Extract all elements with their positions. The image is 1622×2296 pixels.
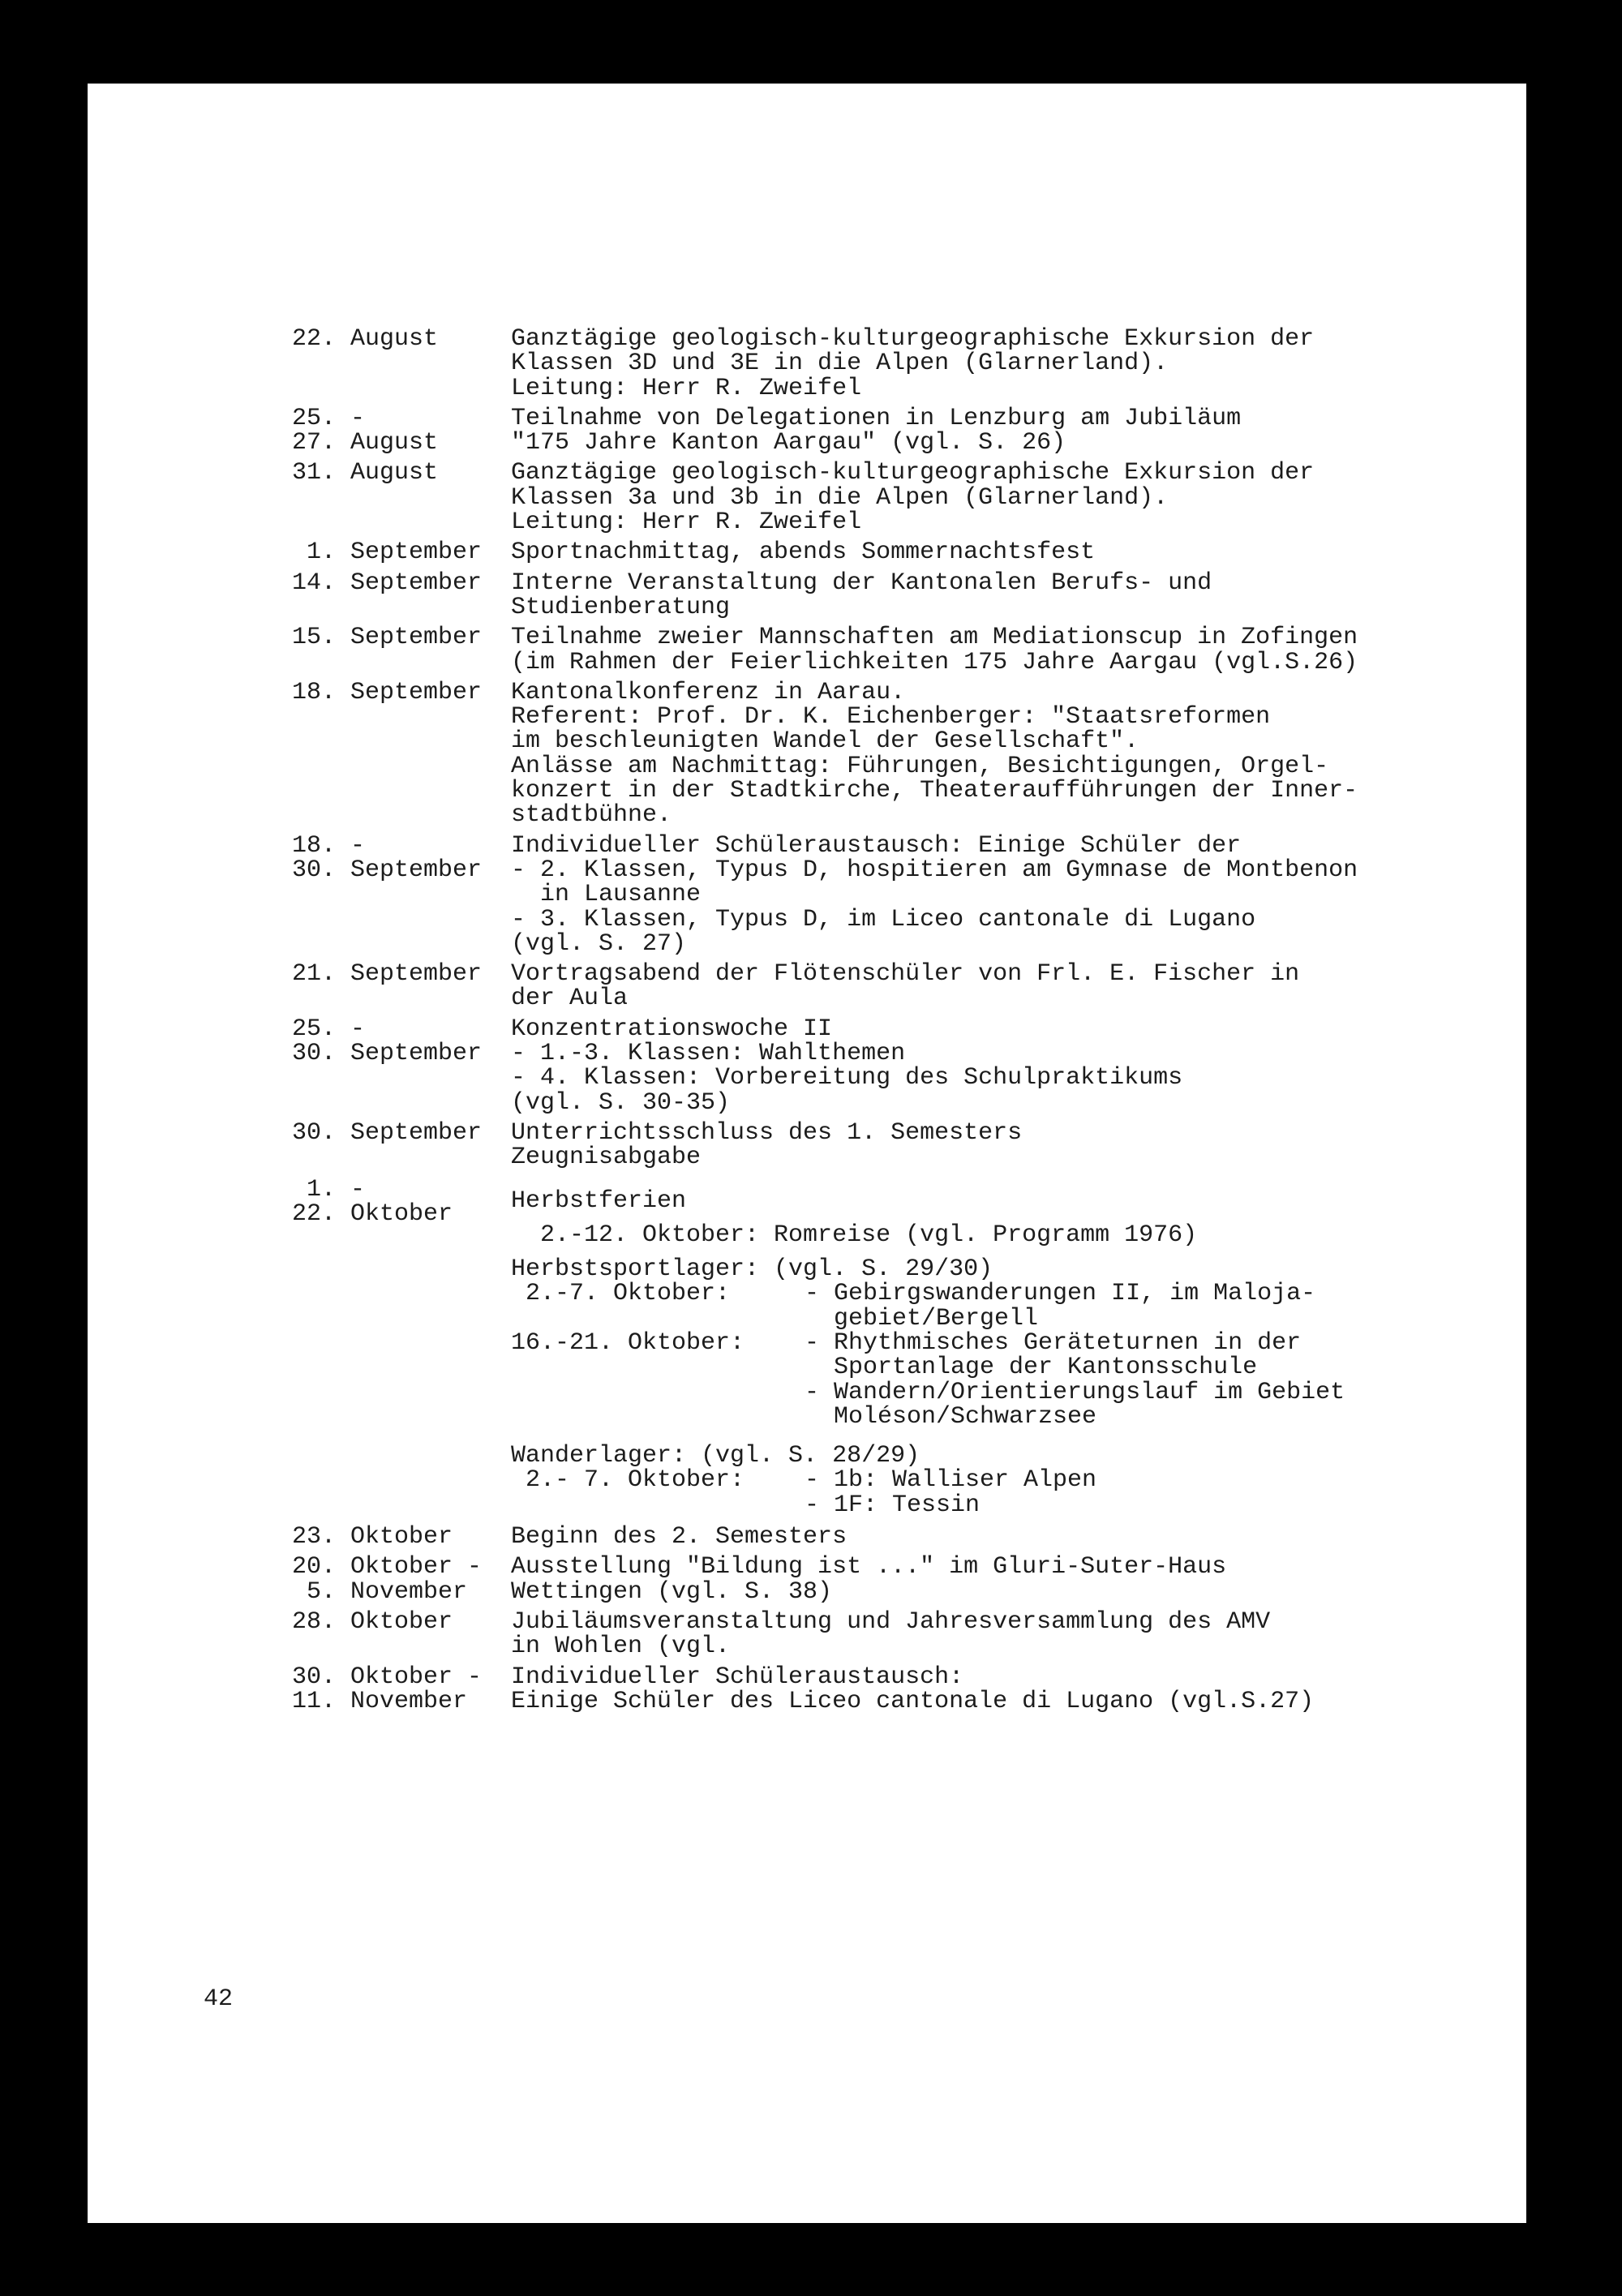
event-date xyxy=(292,327,511,401)
wanderlager-title: Wanderlager: (vgl. S. 28/29) xyxy=(511,1442,920,1470)
date-line: 15. September xyxy=(292,624,483,652)
description-line: der Aula xyxy=(511,985,629,1013)
date-line: 18. - xyxy=(292,831,366,860)
event-entry xyxy=(292,1017,1525,1115)
event-entry xyxy=(292,962,1525,1011)
event-entry xyxy=(292,1525,1525,1549)
herbstferien-heading-block xyxy=(511,1189,1525,1213)
camp-dates-line: 2.-7. Oktober: xyxy=(511,1280,731,1308)
date-line: 30. September xyxy=(292,856,483,884)
event-entry-herbstferien xyxy=(292,1175,1525,1519)
description-line: Vortragsabend der Flötenschüler von Frl. E. Fischer in xyxy=(511,960,1300,989)
description-line: (vgl. S. 27) xyxy=(511,929,687,958)
wanderlager-schedule xyxy=(511,1468,1525,1517)
event-entry xyxy=(292,406,1525,456)
description-line: Individueller Schüleraustausch: xyxy=(511,1663,964,1691)
event-description xyxy=(511,539,1525,567)
date-line: 22. Oktober xyxy=(292,1199,453,1228)
event-date xyxy=(292,1175,511,1518)
camp-activity-line: - 1F: Tessin xyxy=(805,1491,980,1519)
date-line: 30. Oktober - xyxy=(292,1663,483,1691)
event-entry xyxy=(292,1118,1525,1172)
description-line: - 2. Klassen, Typus D, hospitieren am Gymnase de Montbenon xyxy=(511,856,1358,884)
event-description xyxy=(511,1017,1525,1115)
event-description xyxy=(511,1607,1525,1661)
date-line: 28. Oktober xyxy=(292,1607,453,1636)
camp-activities xyxy=(805,1328,1525,1431)
description-line: Ganztägige geologisch-kulturgeographische Exkursion der xyxy=(511,459,1315,487)
camp-dates xyxy=(511,1468,805,1517)
date-line: 31. August xyxy=(292,459,439,487)
date-line: 25. - xyxy=(292,1015,366,1043)
description-line: Ganztägige geologisch-kulturgeographische Exkursion der xyxy=(511,325,1315,353)
event-entry xyxy=(292,831,1525,958)
date-line: 20. Oktober - xyxy=(292,1553,483,1581)
romreise-line: 2.-12. Oktober: Romreise (vgl. Programm 1976) xyxy=(511,1221,1198,1249)
date-line: 11. November xyxy=(292,1687,468,1715)
description-line: - 3. Klassen, Typus D, im Liceo cantonale di Lugano xyxy=(511,905,1256,933)
description-line: Klassen 3a und 3b in die Alpen (Glarnerland). xyxy=(511,483,1169,512)
description-line: Leitung: Herr R. Zweifel xyxy=(511,509,862,537)
description-line: - 4. Klassen: Vorbereitung des Schulpraktikums xyxy=(511,1064,1183,1092)
event-entry xyxy=(292,539,1525,567)
event-description xyxy=(511,1555,1525,1604)
date-line: 30. September xyxy=(292,1040,483,1068)
event-entry xyxy=(292,571,1525,620)
camp-activities xyxy=(805,1281,1525,1331)
description-line: Sportnachmittag, abends Sommernachtsfest xyxy=(511,539,1096,567)
event-entry xyxy=(292,1555,1525,1604)
description-line: Ausstellung "Bildung ist ..." im Gluri-Suter-Haus xyxy=(511,1553,1227,1581)
camp-activity-line: - Gebirgswanderungen II, im Maloja- xyxy=(805,1280,1316,1308)
camp-activity-line: gebiet/Bergell xyxy=(805,1304,1039,1333)
description-line: Zeugnisabgabe xyxy=(511,1144,702,1172)
description-line: Studienberatung xyxy=(511,593,731,621)
event-list-part-1 xyxy=(292,327,1525,1170)
event-entry xyxy=(292,1665,1525,1714)
camp-dates xyxy=(511,1328,805,1429)
camp-schedule-row xyxy=(511,1468,1525,1517)
camp-activity-line: - Wandern/Orientierungslauf im Gebiet xyxy=(805,1378,1345,1406)
description-line: (vgl. S. 30-35) xyxy=(511,1088,731,1117)
event-date xyxy=(292,962,511,1011)
date-line: 25. - xyxy=(292,404,366,432)
description-line: Anlässe am Nachmittag: Führungen, Besichtigungen, Orgel- xyxy=(511,752,1329,780)
description-line: Einige Schüler des Liceo cantonale di Lugano (vgl.S.27) xyxy=(511,1687,1315,1715)
page-number: 42 xyxy=(204,1985,234,2013)
camp-activities xyxy=(805,1468,1525,1517)
event-date xyxy=(292,406,511,456)
camp-schedule-row xyxy=(511,1328,1525,1431)
event-description xyxy=(511,831,1525,958)
description-line: "175 Jahre Kanton Aargau" (vgl. S. 26) xyxy=(511,429,1066,457)
description-line: Leitung: Herr R. Zweifel xyxy=(511,374,862,402)
date-line: 21. September xyxy=(292,960,483,989)
date-line: 14. September xyxy=(292,569,483,597)
document-page xyxy=(88,84,1526,2223)
description-line: Jubiläumsveranstaltung und Jahresversammlung des AMV xyxy=(511,1607,1271,1636)
event-description xyxy=(511,1118,1525,1172)
description-line: Unterrichtsschluss des 1. Semesters xyxy=(511,1118,1023,1147)
description-line: - 1.-3. Klassen: Wahlthemen xyxy=(511,1040,906,1068)
camp-schedule-row xyxy=(511,1281,1525,1331)
event-date xyxy=(292,1555,511,1604)
camp-dates-line: 2.- 7. Oktober: xyxy=(511,1466,745,1495)
description-line: stadtbühne. xyxy=(511,801,672,830)
description-line: konzert in der Stadtkirche, Theateraufführungen der Inner- xyxy=(511,777,1358,805)
event-date xyxy=(292,1607,511,1659)
event-date xyxy=(292,539,511,567)
event-date xyxy=(292,1118,511,1170)
description-line: Referent: Prof. Dr. K. Eichenberger: "Staatsreformen xyxy=(511,703,1271,732)
event-entry xyxy=(292,680,1525,828)
romreise-block xyxy=(511,1223,1525,1247)
description-line: in Wohlen (vgl. xyxy=(511,1633,731,1661)
event-date xyxy=(292,461,511,534)
event-description xyxy=(511,571,1525,620)
event-description xyxy=(511,680,1525,828)
date-line: 1. - xyxy=(292,1175,366,1204)
description-line: Beginn des 2. Semesters xyxy=(511,1523,847,1551)
event-description xyxy=(511,459,1525,537)
camp-dates xyxy=(511,1281,805,1331)
camp-activity-line: - Rhythmisches Geräteturnen in der xyxy=(805,1328,1302,1357)
description-line: (im Rahmen der Feierlichkeiten 175 Jahre Aargau (vgl.S.26) xyxy=(511,648,1358,676)
description-line: in Lausanne xyxy=(511,881,702,909)
event-description xyxy=(511,1665,1525,1714)
event-description xyxy=(511,625,1525,675)
event-description xyxy=(511,406,1525,456)
description-line: Klassen 3D und 3E in die Alpen (Glarnerland). xyxy=(511,350,1169,378)
sportlager-block xyxy=(511,1257,1525,1429)
date-line: 27. August xyxy=(292,429,439,457)
date-line: 5. November xyxy=(292,1577,468,1606)
description-line: im beschleunigten Wandel der Gesellschaft". xyxy=(511,727,1139,756)
event-date xyxy=(292,1017,511,1115)
event-entry xyxy=(292,327,1525,401)
event-list xyxy=(292,327,1525,1719)
event-entry xyxy=(292,1607,1525,1661)
event-description xyxy=(511,1525,1525,1549)
event-list-part-2 xyxy=(292,1525,1525,1714)
event-date xyxy=(292,680,511,828)
event-entry xyxy=(292,625,1525,675)
event-date xyxy=(292,831,511,956)
event-date xyxy=(292,625,511,675)
sportlager-schedule xyxy=(511,1281,1525,1429)
date-line: 1. September xyxy=(292,539,483,567)
event-date xyxy=(292,571,511,620)
camp-activity-line: - 1b: Walliser Alpen xyxy=(805,1466,1097,1495)
description-line: Teilnahme zweier Mannschaften am Mediationscup in Zofingen xyxy=(511,624,1358,652)
sportlager-title: Herbstsportlager: (vgl. S. 29/30) xyxy=(511,1255,993,1284)
camp-dates-line: 16.-21. Oktober: xyxy=(511,1328,745,1357)
date-line: 22. August xyxy=(292,325,439,353)
event-description xyxy=(511,962,1525,1011)
date-line: 30. September xyxy=(292,1118,483,1147)
herbstferien-title: Herbstferien xyxy=(511,1187,687,1215)
camp-activity-line: Moléson/Schwarzsee xyxy=(805,1402,1097,1431)
event-description xyxy=(511,327,1525,401)
date-line: 23. Oktober xyxy=(292,1523,453,1551)
wanderlager-block xyxy=(511,1444,1525,1517)
description-line: Kantonalkonferenz in Aarau. xyxy=(511,678,906,706)
event-date xyxy=(292,1525,511,1549)
date-line: 18. September xyxy=(292,678,483,706)
event-entry xyxy=(292,459,1525,537)
description-line: Individueller Schüleraustausch: Einige Schüler der xyxy=(511,831,1242,860)
camp-activity-line: Sportanlage der Kantonsschule xyxy=(805,1354,1258,1382)
description-line: Interne Veranstaltung der Kantonalen Berufs- und xyxy=(511,569,1212,597)
description-line: Konzentrationswoche II xyxy=(511,1015,833,1043)
description-line: Teilnahme von Delegationen in Lenzburg am Jubiläum xyxy=(511,404,1242,432)
description-line: Wettingen (vgl. S. 38) xyxy=(511,1577,833,1606)
event-description xyxy=(511,1178,1525,1518)
event-date xyxy=(292,1665,511,1714)
